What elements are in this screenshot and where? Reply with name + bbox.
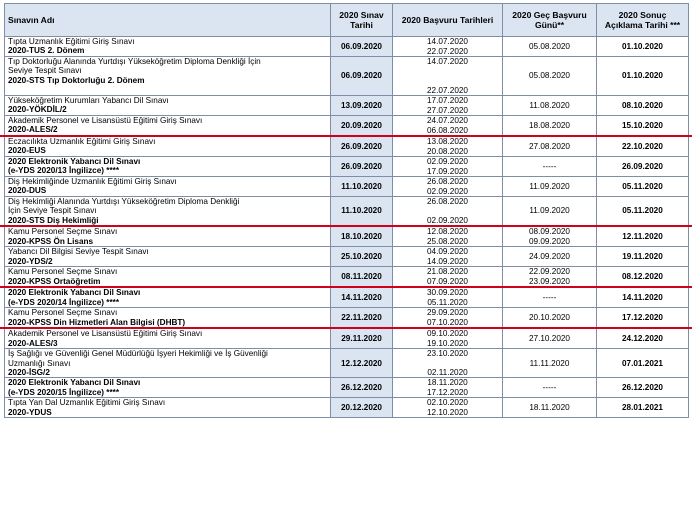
exam-code: 2020-KPSS Ön Lisans xyxy=(8,236,94,246)
late-day: 24.09.2020 xyxy=(529,252,570,262)
apply-dates-cell xyxy=(393,378,503,398)
late-day: ----- xyxy=(542,161,557,171)
exam-name-line: 2020 Elektronik Yabancı Dil Sınavı xyxy=(8,157,141,166)
late-day-cell xyxy=(503,116,597,137)
apply-dates-cell xyxy=(393,157,503,177)
late-day-cell xyxy=(503,197,597,227)
apply-dates-cell xyxy=(393,247,503,267)
late-day-cell xyxy=(503,267,597,288)
exam-name-cell xyxy=(5,37,331,57)
apply-end-date: 12.10.2020 xyxy=(427,408,468,418)
exam-name-line: Diş Hekimliği Alanında Yurtdışı Yükseköğretim Diploma Denkliği xyxy=(8,197,240,206)
apply-end-date: 07.10.2020 xyxy=(427,317,468,327)
exam-code: 2020-DUS xyxy=(8,186,47,196)
header-apply-dates: 2020 Başvuru Tarihleri xyxy=(393,4,503,37)
apply-start-date: 26.08.2020 xyxy=(427,197,468,206)
exam-name-cell xyxy=(5,116,331,137)
late-day-second: 23.09.2020 xyxy=(529,276,570,286)
result-date-cell: 01.10.2020 xyxy=(597,57,689,96)
red-separator-line xyxy=(0,135,692,137)
apply-start-date: 29.09.2020 xyxy=(427,308,468,318)
exam-date-cell: 14.11.2020 xyxy=(331,287,393,308)
exam-name-line: Seviye Tespit Sınavı xyxy=(8,66,82,76)
apply-start-date: 14.07.2020 xyxy=(427,57,468,66)
result-date-cell: 08.10.2020 xyxy=(597,96,689,116)
late-day-second: 09.09.2020 xyxy=(529,236,570,246)
late-day-cell xyxy=(503,157,597,177)
exam-name-line: Yükseköğretim Kurumları Yabancı Dil Sınavı xyxy=(8,96,169,105)
late-day: ----- xyxy=(542,383,557,393)
exam-name-cell xyxy=(5,349,331,378)
exam-date-cell: 18.10.2020 xyxy=(331,226,393,247)
late-day-cell xyxy=(503,136,597,157)
exam-calendar-table xyxy=(4,3,689,418)
late-day: 11.11.2020 xyxy=(529,358,570,368)
exam-date-cell: 26.12.2020 xyxy=(331,378,393,398)
header-exam-date: 2020 Sınav Tarihi xyxy=(331,4,393,37)
apply-end-date: 02.11.2020 xyxy=(427,368,468,378)
result-date-cell: 19.11.2020 xyxy=(597,247,689,267)
apply-end-date: 05.11.2020 xyxy=(427,297,468,307)
exam-name-cell xyxy=(5,328,331,349)
apply-end-date: 14.09.2020 xyxy=(427,256,468,266)
apply-dates-cell xyxy=(393,197,503,227)
apply-dates-cell xyxy=(393,177,503,197)
exam-date-cell: 22.11.2020 xyxy=(331,308,393,329)
exam-name-cell xyxy=(5,398,331,418)
apply-start-date: 23.10.2020 xyxy=(427,349,468,359)
late-day: 18.08.2020 xyxy=(529,120,570,130)
apply-dates-cell xyxy=(393,267,503,288)
table-row xyxy=(5,328,689,349)
apply-end-date: 17.09.2020 xyxy=(427,166,468,176)
late-day: 08.09.2020 xyxy=(529,227,570,237)
result-date-cell: 26.09.2020 xyxy=(597,157,689,177)
table-row xyxy=(5,157,689,177)
exam-name-cell xyxy=(5,226,331,247)
apply-start-date: 21.08.2020 xyxy=(427,267,468,277)
exam-code: 2020-EUS xyxy=(8,146,46,156)
exam-name-cell xyxy=(5,267,331,288)
exam-code: (e-YDS 2020/14 İngilizce) **** xyxy=(8,297,120,307)
table-row xyxy=(5,398,689,418)
exam-name-cell xyxy=(5,197,331,227)
apply-start-date: 04.09.2020 xyxy=(427,247,468,257)
exam-name-line: Kamu Personel Seçme Sınavı xyxy=(8,227,118,237)
exam-name-line: Kamu Personel Seçme Sınavı xyxy=(8,308,118,318)
exam-date-cell: 08.11.2020 xyxy=(331,267,393,288)
apply-end-date: 25.08.2020 xyxy=(427,236,468,246)
late-day: 27.08.2020 xyxy=(529,141,570,151)
exam-date-cell: 26.09.2020 xyxy=(331,136,393,157)
late-day: 22.09.2020 xyxy=(529,267,570,277)
apply-dates-cell xyxy=(393,226,503,247)
result-date-cell: 07.01.2021 xyxy=(597,349,689,378)
result-date-cell: 22.10.2020 xyxy=(597,136,689,157)
result-date-cell: 01.10.2020 xyxy=(597,37,689,57)
exam-code: 2020-KPSS Ortaöğretim xyxy=(8,276,101,286)
result-date-cell: 26.12.2020 xyxy=(597,378,689,398)
table-row xyxy=(5,96,689,116)
exam-name-cell xyxy=(5,177,331,197)
apply-start-date: 13.08.2020 xyxy=(427,137,468,146)
exam-name-line: İçin Seviye Tespit Sınavı xyxy=(8,206,97,216)
apply-start-date: 17.07.2020 xyxy=(427,96,468,105)
result-date-cell: 05.11.2020 xyxy=(597,197,689,227)
apply-end-date: 22.07.2020 xyxy=(427,46,468,56)
exam-date-cell: 20.12.2020 xyxy=(331,398,393,418)
exam-name-line: Tıp Doktorluğu Alanında Yurtdışı Yükseköğretim Diploma Denkliği İçin xyxy=(8,57,261,66)
table-row xyxy=(5,247,689,267)
exam-date-cell: 11.10.2020 xyxy=(331,177,393,197)
apply-start-date: 24.07.2020 xyxy=(427,116,468,125)
apply-start-date: 02.09.2020 xyxy=(427,157,468,166)
exam-name-line: 2020 Elektronik Yabancı Dil Sınavı xyxy=(8,288,141,298)
exam-code: 2020-ALES/3 xyxy=(8,338,58,348)
table-row xyxy=(5,308,689,329)
apply-end-date: 19.10.2020 xyxy=(427,338,468,348)
exam-calendar-table-wrapper xyxy=(4,3,688,418)
exam-date-cell: 06.09.2020 xyxy=(331,57,393,96)
exam-code: 2020-İSG/2 xyxy=(8,368,50,378)
exam-date-cell: 29.11.2020 xyxy=(331,328,393,349)
apply-end-date: 27.07.2020 xyxy=(427,105,468,115)
apply-end-date: 17.12.2020 xyxy=(427,388,468,398)
apply-end-date: 06.08.2020 xyxy=(427,125,468,135)
apply-dates-cell xyxy=(393,308,503,329)
exam-name-line: Eczacılıkta Uzmanlık Eğitimi Giriş Sınavı xyxy=(8,137,156,146)
exam-name-line: Diş Hekimliğinde Uzmanlık Eğitimi Giriş Sınavı xyxy=(8,177,177,186)
exam-code: 2020-ALES/2 xyxy=(8,125,58,135)
apply-end-date: 02.09.2020 xyxy=(427,186,468,196)
exam-name-line: İş Sağlığı ve Güvenliği Genel Müdürlüğü İşyeri Hekimliği ve İş Güvenliği xyxy=(8,349,268,359)
late-day-cell xyxy=(503,349,597,378)
exam-name-line: Tıpta Yan Dal Uzmanlık Eğitimi Giriş Sınavı xyxy=(8,398,166,408)
apply-dates-cell xyxy=(393,398,503,418)
apply-dates-cell xyxy=(393,349,503,378)
exam-name-line: Akademik Personel ve Lisansüstü Eğitimi Giriş Sınavı xyxy=(8,329,203,339)
table-row xyxy=(5,349,689,378)
late-day: 27.10.2020 xyxy=(529,334,570,344)
result-date-cell: 05.11.2020 xyxy=(597,177,689,197)
apply-dates-cell xyxy=(393,37,503,57)
apply-start-date: 09.10.2020 xyxy=(427,329,468,339)
result-date-cell: 17.12.2020 xyxy=(597,308,689,329)
table-row xyxy=(5,226,689,247)
table-row xyxy=(5,378,689,398)
apply-dates-cell xyxy=(393,328,503,349)
header-result-date: 2020 Sonuç Açıklama Tarihi *** xyxy=(597,4,689,37)
apply-dates-cell xyxy=(393,136,503,157)
late-day-cell xyxy=(503,57,597,96)
table-row xyxy=(5,197,689,227)
exam-code: 2020-YÖKDİL/2 xyxy=(8,105,67,115)
apply-start-date: 30.09.2020 xyxy=(427,288,468,298)
table-row xyxy=(5,287,689,308)
exam-name-cell xyxy=(5,157,331,177)
exam-name-line: Uzmanlığı Sınavı xyxy=(8,358,71,368)
result-date-cell: 28.01.2021 xyxy=(597,398,689,418)
table-row xyxy=(5,267,689,288)
late-day: 18.11.2020 xyxy=(529,403,570,413)
exam-name-cell xyxy=(5,57,331,96)
table-header-row xyxy=(5,4,689,37)
table-body xyxy=(5,37,689,418)
exam-date-cell: 26.09.2020 xyxy=(331,157,393,177)
result-date-cell: 12.11.2020 xyxy=(597,226,689,247)
exam-code: 2020-STS Diş Hekimliği xyxy=(8,215,99,225)
apply-end-date: 20.08.2020 xyxy=(427,146,468,156)
exam-code: 2020-YDUS xyxy=(8,407,52,417)
late-day-cell xyxy=(503,247,597,267)
exam-code: 2020-YDS/2 xyxy=(8,256,53,266)
late-day-cell xyxy=(503,226,597,247)
apply-start-date: 18.11.2020 xyxy=(427,378,468,388)
apply-dates-cell xyxy=(393,57,503,96)
table-row xyxy=(5,177,689,197)
late-day-cell xyxy=(503,287,597,308)
red-separator-line xyxy=(0,286,692,288)
exam-date-cell: 06.09.2020 xyxy=(331,37,393,57)
exam-date-cell: 11.10.2020 xyxy=(331,197,393,227)
late-day: ----- xyxy=(542,293,557,303)
late-day: 20.10.2020 xyxy=(529,313,570,323)
exam-code: 2020-TUS 2. Dönem xyxy=(8,46,85,56)
late-day: 11.08.2020 xyxy=(529,100,570,110)
result-date-cell: 08.12.2020 xyxy=(597,267,689,288)
apply-end-date: 22.07.2020 xyxy=(427,85,468,95)
exam-code: 2020-KPSS Din Hizmetleri Alan Bilgisi (DHBT) xyxy=(8,317,186,327)
result-date-cell: 24.12.2020 xyxy=(597,328,689,349)
late-day-cell xyxy=(503,378,597,398)
table-row xyxy=(5,116,689,137)
exam-code: (e-YDS 2020/13 İngilizce) **** xyxy=(8,166,120,176)
exam-date-cell: 12.12.2020 xyxy=(331,349,393,378)
exam-name-cell xyxy=(5,287,331,308)
apply-end-date: 07.09.2020 xyxy=(427,276,468,286)
header-exam-name: Sınavın Adı xyxy=(5,4,331,37)
exam-date-cell: 20.09.2020 xyxy=(331,116,393,137)
apply-start-date: 02.10.2020 xyxy=(427,398,468,408)
table-row xyxy=(5,136,689,157)
table-row xyxy=(5,57,689,96)
apply-dates-cell xyxy=(393,116,503,137)
exam-name-cell xyxy=(5,378,331,398)
header-late-day: 2020 Geç Başvuru Günü** xyxy=(503,4,597,37)
exam-name-cell xyxy=(5,136,331,157)
result-date-cell: 14.11.2020 xyxy=(597,287,689,308)
late-day-cell xyxy=(503,398,597,418)
late-day-cell xyxy=(503,37,597,57)
exam-name-line: Akademik Personel ve Lisansüstü Eğitimi Giriş Sınavı xyxy=(8,116,203,125)
apply-dates-cell xyxy=(393,287,503,308)
exam-name-line: Yabancı Dil Bilgisi Seviye Tespit Sınavı xyxy=(8,247,149,257)
exam-name-cell xyxy=(5,308,331,329)
late-day-cell xyxy=(503,328,597,349)
late-day: 11.09.2020 xyxy=(529,206,570,216)
exam-name-cell xyxy=(5,247,331,267)
result-date-cell: 15.10.2020 xyxy=(597,116,689,137)
exam-code: 2020-STS Tıp Doktorluğu 2. Dönem xyxy=(8,75,145,85)
apply-dates-cell xyxy=(393,96,503,116)
apply-end-date: 02.09.2020 xyxy=(427,215,468,225)
exam-name-line: Kamu Personel Seçme Sınavı xyxy=(8,267,118,277)
late-day-cell xyxy=(503,177,597,197)
red-separator-line xyxy=(0,327,692,329)
table-row xyxy=(5,37,689,57)
exam-date-cell: 25.10.2020 xyxy=(331,247,393,267)
apply-start-date: 12.08.2020 xyxy=(427,227,468,237)
red-separator-line xyxy=(0,225,692,227)
late-day-cell xyxy=(503,96,597,116)
late-day: 05.08.2020 xyxy=(529,41,570,51)
exam-name-line: 2020 Elektronik Yabancı Dil Sınavı xyxy=(8,378,141,388)
late-day: 05.08.2020 xyxy=(529,71,570,81)
late-day-cell xyxy=(503,308,597,329)
apply-start-date: 26.08.2020 xyxy=(427,177,468,186)
exam-date-cell: 13.09.2020 xyxy=(331,96,393,116)
exam-name-line: Tıpta Uzmanlık Eğitimi Giriş Sınavı xyxy=(8,37,135,46)
late-day: 11.09.2020 xyxy=(529,181,570,191)
exam-name-cell xyxy=(5,96,331,116)
exam-code: (e-YDS 2020/15 İngilizce) **** xyxy=(8,387,120,397)
apply-start-date: 14.07.2020 xyxy=(427,37,468,46)
